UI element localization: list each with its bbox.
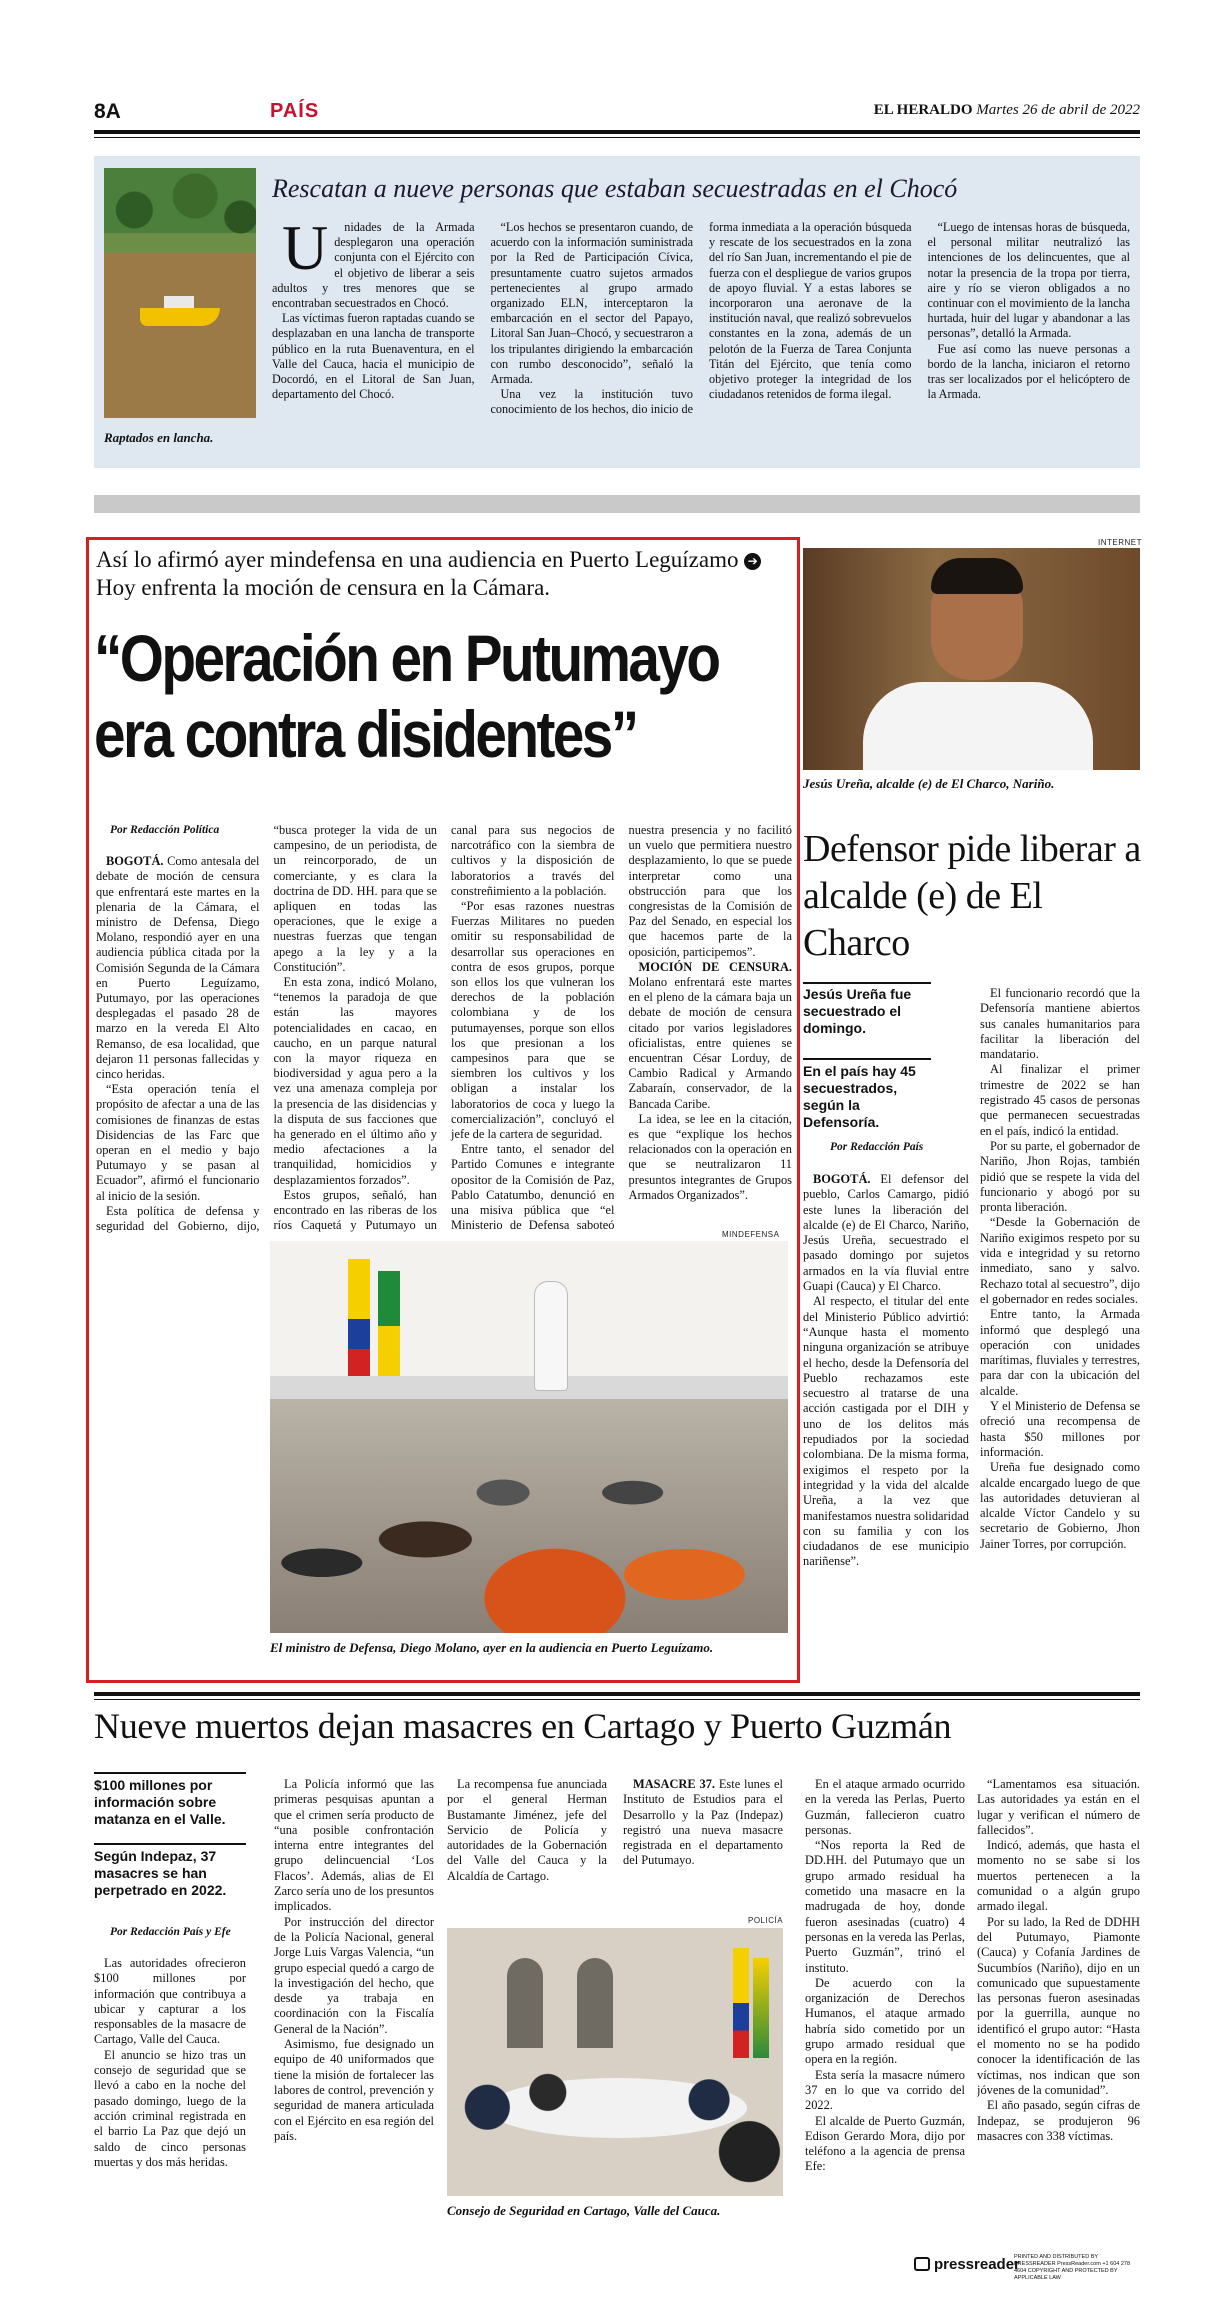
footer-fine-print: PRINTED AND DISTRIBUTED BY PRESSREADER PressReader.com +1 604 278 4604 COPYRIGHT AND PROTECTED BY APPLICABLE LAW [1014, 2254, 1131, 2281]
flag-colombia [348, 1259, 370, 1379]
bottom-paragraph: Por instrucción del director de la Policía Nacional, general Jorge Luis Vargas Valencia, “un grupo especial quedó a cargo de la investigación del hecho, que desde ya trabaja en coordinación con la Fiscalía General de la Nación”. [274, 1914, 434, 2036]
side-paragraph: “Desde la Gobernación de Nariño exigimos respeto por su vida e integridad y su retorno inmediato, sano y salvo. Rechazo total al secuestro”, dijo el gobernador en redes sociales. [980, 1215, 1140, 1306]
bottom-paragraph: Indicó, además, que hasta el momento no se sabe si los muertos pertenecen a la comunidad o a algún grupo armado ilegal. [977, 1838, 1140, 1914]
bottom-paragraph: De acuerdo con la organización de Derechos Humanos, el ataque armado habría sido cometido por un grupo armado residual que opera en la región. [805, 1975, 965, 2067]
portrait-shirt [863, 682, 1093, 770]
side-paragraph: El funcionario recordó que la Defensoría mantiene abiertos sus canales humanitarios para facilitar la liberación del mandatario. [980, 986, 1140, 1062]
bottom-body-col5 [805, 1777, 965, 2227]
dateline: BOGOTÁ. [813, 1172, 871, 1186]
section-rule [94, 1692, 1140, 1696]
bottom-paragraph: En el ataque armado ocurrido en la vereda las Perlas, Puerto Guzmán, fallecieron cuatro personas. [805, 1777, 965, 1837]
bottom-paragraph: Por su lado, la Red de DDHH del Putumayo, Piamonte (Cauca) y Cofanía Jardines de Sucumbíos (Nariño), dijo en un comunicado que supuestamente las personas fueron asesinadas por la guerrilla, aunque no identificó el grupo autor: “Hasta el momento no se ha podido conocer la identificación de las víctimas, nos indican que son jóvenes de la comunidad”. [977, 1914, 1140, 2097]
subhead-label: MOCIÓN DE CENSURA. [638, 959, 792, 974]
main-kicker [96, 546, 786, 602]
logo-text: pressreader [934, 2256, 1020, 2273]
main-paragraph: La idea, se lee en la citación, es que “explique los hechos relacionados con la operación en que se neutralizaron 11 presuntos integrantes de Grupos Armados Organizados”. [628, 1111, 792, 1202]
top-paragraph: Una vez la institución tuvo conocimiento de los hechos, dio inicio de forma inmediata a la operación búsqueda y rescate de los secuestrados en la zona del río San Juan, incrementando el pie de fuerza con el despliegue de varios grupos de apoyo fluvial. Y a estas labores se incorporaron una aeronave de la institución naval, que realizó sobrevuelos constantes en la zona, además de un pelotón de la Fuerza de Tarea Conjunta Titán del Ejército, que tenía como objetivo proteger la integridad de los ciudadanos retenidos de forma ilegal. [490, 220, 912, 417]
header-rule-thin [94, 137, 1140, 138]
header-rule [94, 130, 1140, 134]
top-paragraph: Fue así como las nueve personas a bordo de la lancha, iniciaron el retorno tras ser localizados por el helicóptero de la Armada. [927, 341, 1130, 402]
minister-photo [270, 1241, 788, 1633]
headline-line: era contra disidentes” [94, 697, 637, 771]
pressreader-footer[interactable] [914, 2252, 1140, 2282]
main-photo-caption: El ministro de Defensa, Diego Molano, ayer en la audiencia en Puerto Leguízamo. [270, 1640, 714, 1655]
boat-shape [140, 308, 220, 326]
section-label: PAÍS [270, 100, 320, 122]
top-paragraph: U nidades de la Armada desplegaron una operación conjunta con el Ejército con el objetivo de liberar a seis adultos y tres menores que se encontraban secuestrados en Chocó. [272, 212, 475, 311]
bottom-body-col3 [447, 1777, 607, 1907]
side-paragraph: Ureña fue designado como alcalde encargado luego de que las autoridades detuvieran al alcalde Víctor Candelo y su secretario de Gobierno, Jhon Jainer Torres, por corrupción. [980, 1460, 1140, 1551]
main-paragraph: En esta zona, indicó Molano, “tenemos la paradoja de que están las mayores potencialidades en cacao, en caucho, en un parque natural con la mayor riqueza en biodiversidad y agua pero a la vez una amenaza compleja por la presencia de las disidencias y la disputa de sus facciones que ha generado en el último año y medio afectaciones a la tranquilidad, homicidios y desplazamientos forzados”. [273, 975, 437, 1187]
top-photo-caption: Raptados en lancha. [104, 430, 214, 445]
bottom-paragraph: El año pasado, según cifras de Indepaz, se produjeron 96 masacres con 338 víctimas. [977, 2098, 1140, 2143]
photo-window [507, 1958, 543, 2048]
bottom-paragraph: MASACRE 37. Este lunes el Instituto de Estudios para el Desarrollo y la Paz (Indepaz) registró una nueva masacre registrada en el departamento del Putumayo. [623, 1777, 783, 1868]
side-paragraph: Y el Ministerio de Defensa se ofreció una recompensa de hasta $50 millones por información. [980, 1399, 1140, 1459]
top-headline: Rescatan a nueve personas que estaban secuestradas en el Chocó [272, 174, 958, 203]
main-paragraph: Entre tanto, el senador del Partido Comunes e integrante opositor de la Comisión de Paz, Pablo Catatumbo, denunció en una misiva pública que “el Ministerio de Defensa saboteó nuestra presencia y no facilitó un vuelo que permitiera nuestro desplazamiento, lo que se puede interpretar como una obstrucción para que los congresistas de la Comisión de Paz del Senado, en especial los que hacemos parte de la oposición, participemos”. [451, 823, 792, 1233]
pressreader-logo[interactable] [914, 2256, 1020, 2273]
rule [94, 1772, 246, 1774]
rule [94, 1843, 246, 1845]
bottom-body-col2 [274, 1777, 434, 2227]
security-council-photo [447, 1928, 783, 2196]
photo-credit: INTERNET [1098, 538, 1142, 547]
flag-regional [753, 1958, 769, 2058]
main-paragraph: “Por esas razones nuestras Fuerzas Militares no pueden omitir su responsabilidad de desarrollar sus operaciones en contra de esos grupos, porque son ellos los que vulneran los derechos de la población colombiana y de los putumayenses, porque son ellos los que presionan a los campesinos para que se siembren los cultivos y los obligan a instalar los laboratorios de coca y luego la comercialización”, concluyó el jefe de la cartera de seguridad. [451, 899, 615, 1142]
page-number: 8A [94, 100, 121, 123]
bottom-photo-caption: Consejo de Seguridad en Cartago, Valle del Cauca. [447, 2203, 721, 2218]
side-paragraph: Entre tanto, la Armada informó que desplegó una operación con unidades marítimas, fluviales y terrestres, para dar con la ubicación del alcalde. [980, 1307, 1140, 1398]
headline-line: “Operación en Putumayo [94, 621, 719, 695]
bottom-paragraph: Asimismo, fue designado un equipo de 40 uniformados que tiene la misión de fortalecer las labores de control, prevención y seguridad de manera articulada con el Ejército en esa región del país. [274, 2037, 434, 2143]
paper-date-line [874, 102, 1140, 119]
bottom-paragraph: La Policía informó que las primeras pesquisas apuntan a que el crimen sería producto de “una posible confrontación interna entre integrantes del grupo delincuencial ‘Los Flacos’. Además, alias de El Zarco sería uno de los presuntos implicados. [274, 1777, 434, 1914]
main-paragraph: “Esta operación tenía el propósito de afectar a una de las comisiones de finanzas de estas Disidencias de las Farc que operan en el medio y bajo Putumayo y se pasan al Ecuador”, afirmó el funcionario al inicio de la sesión. [96, 1082, 260, 1203]
top-body [272, 212, 1130, 464]
byline: Por Redacción País [830, 1141, 924, 1153]
top-story [94, 156, 1140, 468]
meeting-people [447, 2048, 783, 2196]
main-headline [94, 620, 719, 772]
photo-credit: POLICÍA [748, 1916, 784, 1925]
side-paragraph: Por su parte, el gobernador de Nariño, Jhon Rojas, también pidió que se respete la vida del funcionario y abogó por su pronta liberación. [980, 1138, 1140, 1215]
dropcap: U [282, 212, 329, 283]
pressreader-icon [914, 2257, 930, 2271]
side-headline: Defensor pide liberar a alcalde (e) de El Charco [803, 828, 1141, 964]
side-subhead: Jesús Ureña fue secuestrado el domingo. [803, 986, 912, 1036]
bottom-body-col1 [94, 1956, 246, 2226]
bottom-paragraph: El anuncio se hizo tras un consejo de seguridad que se llevó a cabo en la noche del pasado domingo, luego de la acción criminal registrada en el barrio La Paz que dejó un saldo de cinco personas muertas y dos más heridas. [94, 2047, 246, 2169]
bottom-paragraph: El alcalde de Puerto Guzmán, Edison Gerardo Mora, dijo por teléfono a la agencia de prensa Efe: [805, 2113, 965, 2174]
mayor-portrait [803, 548, 1140, 770]
side-photo-caption: Jesús Ureña, alcalde (e) de El Charco, Nariño. [803, 776, 1055, 791]
side-body-col1 [803, 1172, 969, 1672]
masthead [94, 100, 1140, 126]
bottom-paragraph: Esta sería la masacre número 37 en lo que va corrido del 2022. [805, 2067, 965, 2113]
audience-figures [270, 1399, 788, 1633]
bottom-subhead: Según Indepaz, 37 masacres se han perpetrado en 2022. [94, 1848, 227, 1898]
main-paragraph: Estos grupos, señaló, han encontrado en las riberas de los ríos Caquetá y Putumayo un canal para sus negocios de narcotráfico con la siembra de cultivos y la disposición de laboratorios a través del constreñimiento a la población. [273, 823, 615, 1233]
separator-bar [94, 495, 1140, 513]
portrait-hair [931, 558, 1023, 594]
photo-window [577, 1958, 613, 2048]
paper-name: EL HERALDO [873, 102, 973, 118]
byline: Por Redacción País y Efe [110, 1926, 231, 1938]
boat-photo [104, 168, 256, 418]
bottom-paragraph: Las autoridades ofrecieron $100 millones por información que contribuya a ubicar y capturar a los responsables de la masacre de Cartago, Valle del Cauca. [94, 1956, 246, 2047]
main-body [96, 823, 792, 1241]
side-paragraph: Al finalizar el primer trimestre de 2022 se han registrado 45 casos de personas que permanecen secuestradas en el país, indicó la entidad. [980, 1062, 1140, 1138]
kicker-text: Así lo afirmó ayer mindefensa en una audiencia en Puerto Leguízamo [96, 547, 739, 572]
top-paragraph: “Los hechos se presentaron cuando, de acuerdo con la información suministrada por la Red de Participación Cívica, presuntamente cuatro sujetos armados pertenecientes al grupo armado organizado ELN, interceptaron la embarcación en el sector del Papayo, Litoral San Juan–Chocó, y secuestraron a los tripulantes dirigiendo la embarcación con rumbo desconocido”, señaló la Armada. [490, 220, 693, 387]
top-paragraph: Las víctimas fueron raptadas cuando se desplazaban en una lancha de transporte público en la ruta Buenaventura, en el Valle del Cauca, hacia el municipio de Docordó, en el Litoral de San Juan, departamento del Chocó. [272, 311, 475, 402]
bottom-headline: Nueve muertos dejan masacres en Cartago y Puerto Guzmán [94, 1706, 952, 1746]
top-paragraph: “Luego de intensas horas de búsqueda, el personal militar neutralizó las intenciones de los delincuentes, que al notar la presencia de la tropa por tierra, aire y río se vieron obligados a no continuar con el movimiento de la lancha hurtada, huir del lugar y abandonar a las personas”, detalló la Armada. [927, 220, 1130, 341]
section-rule-thin [94, 1699, 1140, 1700]
bottom-body-col4 [623, 1777, 783, 1907]
photo-table [270, 1376, 788, 1400]
byline: Por Redacción Política [110, 824, 220, 836]
issue-date: Martes 26 de abril de 2022 [976, 102, 1140, 118]
side-body-col2 [980, 986, 1140, 1676]
dateline: BOGOTÁ. [106, 854, 164, 869]
jungle-shape [104, 168, 256, 238]
subhead-label: MASACRE 37. [633, 1777, 715, 1791]
kicker-text-2: Hoy enfrenta la moción de censura en la Cámara. [96, 575, 551, 600]
side-paragraph: Al respecto, el titular del ente del Ministerio Público advirtió: “Aunque hasta el momento ninguna organización se atribuye el hecho, desde la Defensoría del Pueblo rechazamos este secuestro al tratarse de una acción castigada por el DIH y uno de los delitos más repudiados por la sociedad colombiana. De la misma forma, exigimos el respeto por la integridad y la vida del alcalde Ureña, a la vez que manifestamos nuestra solidaridad con su familia y con los ciudadanos de ese municipio nariñense”. [803, 1294, 969, 1569]
main-paragraph: Esta política de defensa y seguridad del Gobierno, dijo, “busca proteger la vida de un campesino, de un periodista, de un reincorporado, de un comerciante, y es clara la doctrina de DD. HH. para que se apliquen en todas las operaciones, que le exige a nuestras fuerzas que tengan apego a la ley y a la Constitución”. [96, 823, 437, 1234]
bottom-body-col6 [977, 1777, 1140, 2227]
main-paragraph: BOGOTÁ. Como antesala del debate de moción de censura que enfrentará este martes en la plenaria de la Cámara, el ministro de Defensa, Diego Molano, respondió ayer en una audiencia pública citada por la Comisión Segunda de la Cámara en Puerto Leguízamo, Putumayo, por las operaciones desplegadas el pasado 28 de marzo en la vereda El Alto Remanso, de esa localidad, que dejaron 11 personas fallecidas y cinco heridas. [96, 854, 260, 1082]
bottom-paragraph: “Nos reporta la Red de DD.HH. del Putumayo que un grupo armado residual ha cometido una masacre en la madrugada de hoy, donde fueron asesinadas (cuatro) 4 personas en la vereda las Perlas, Puerto Guzmán”, trinó el instituto. [805, 1838, 965, 1975]
flag-colombia [733, 1948, 749, 2058]
speaker-figure [534, 1281, 568, 1391]
arrow-icon: ➔ [744, 553, 761, 570]
rule [803, 982, 931, 984]
side-subhead: En el país hay 45 secuestrados, según la Defensoría. [803, 1063, 916, 1130]
flag-regional [378, 1271, 400, 1381]
photo-credit: MINDEFENSA [722, 1230, 780, 1239]
main-paragraph: MOCIÓN DE CENSURA. Molano enfrentará este martes en el pleno de la cámara baja un debate de moción de censura citado por varios legisladores oficialistas, entre quienes se encuentran César Lorduy, de Cambio Radical y Armando Zabaraín, conservador, de la Bancada Caribe. [628, 959, 792, 1111]
rule [803, 1058, 931, 1060]
bottom-paragraph: “Lamentamos esa situación. Las autoridades ya están en el lugar y verifican el número de fallecidos”. [977, 1777, 1140, 1837]
side-paragraph: BOGOTÁ. El defensor del pueblo, Carlos Camargo, pidió este lunes la liberación del alcalde (e) de El Charco, Nariño, Jesús Ureña, secuestrado el pasado domingo por sujetos armados en la vía fluvial entre Guapi (Cauca) y El Charco. [803, 1172, 969, 1294]
bottom-subhead: $100 millones por información sobre matanza en el Valle. [94, 1777, 226, 1827]
bottom-paragraph: La recompensa fue anunciada por el general Herman Bustamante Jiménez, jefe del Servicio de Policía y autoridades de la Gobernación del Valle del Cauca y la Alcaldía de Cartago. [447, 1777, 607, 1883]
